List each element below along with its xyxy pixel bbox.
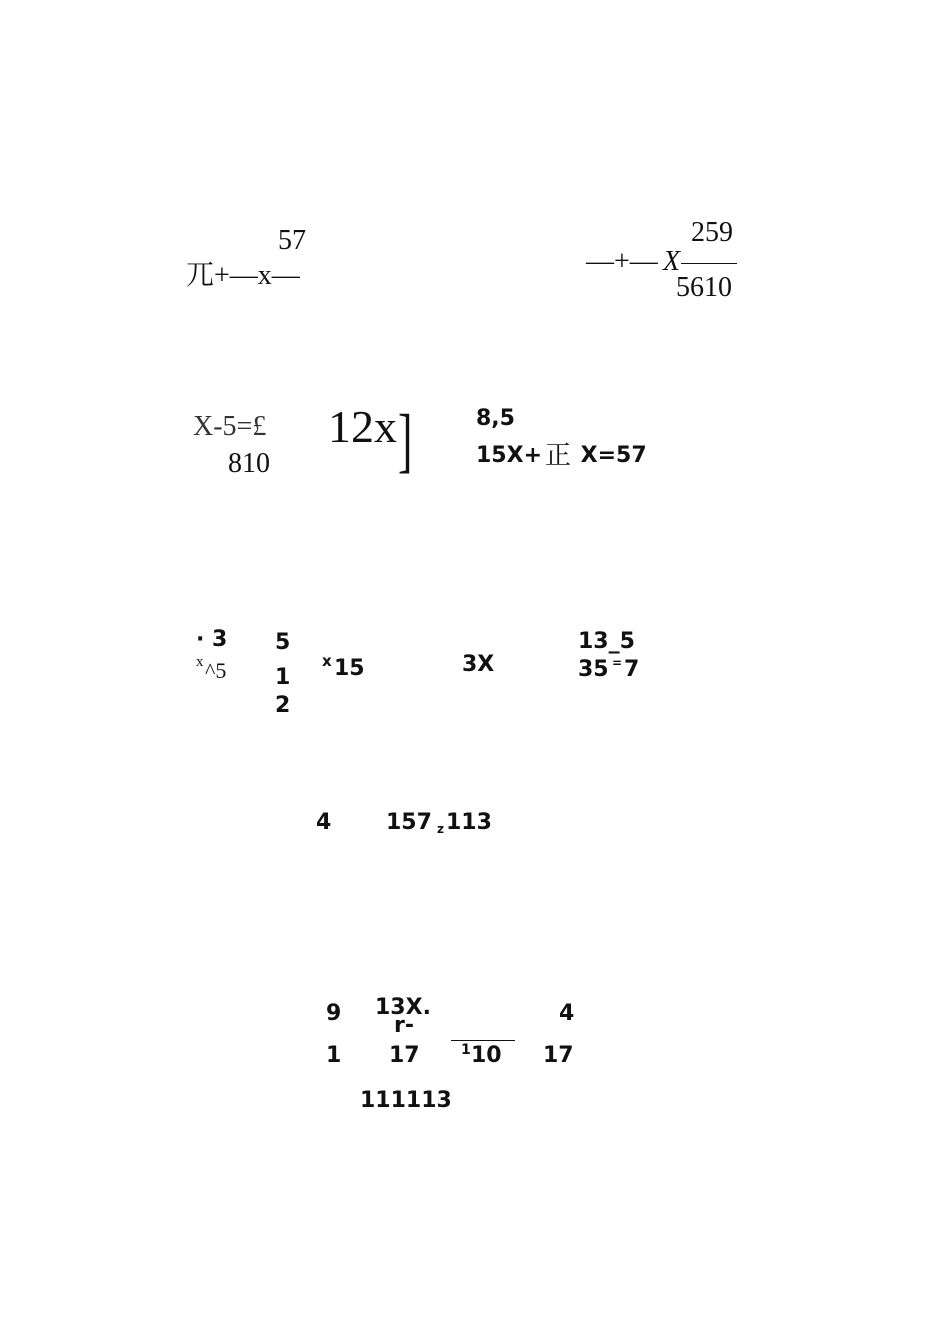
eq2-bottom-number: 5610 — [676, 272, 732, 303]
row3-e-bottom-a: 35 — [578, 657, 609, 682]
eq3-line2: 810 — [228, 448, 270, 479]
eq1-expression: 兀+—x— — [186, 260, 300, 291]
row3-b2: 1 — [275, 665, 291, 690]
row5-d-top: 4 — [559, 1001, 575, 1026]
row5-b-bottom: 17 — [389, 1043, 420, 1068]
row5-d-bottom: 17 — [543, 1043, 574, 1068]
row4-b-sub: z — [437, 822, 444, 836]
row5-c-sup: 1 — [461, 1042, 471, 1058]
eq5-line2-prefix: 15X+ — [476, 443, 543, 468]
eq2-fraction-line — [681, 263, 737, 264]
eq3-line1: X-5=£ — [193, 411, 267, 442]
eq1-top-number: 57 — [278, 225, 306, 256]
row3-b3: 2 — [275, 693, 291, 718]
row3-c: 15 — [334, 656, 365, 681]
row5-fraction-line — [451, 1040, 515, 1041]
eq4-bracket: ] — [398, 400, 413, 480]
row5-b-top: 13X. — [375, 995, 431, 1020]
eq2-expression-prefix: —+— — [586, 246, 658, 277]
row3-e-top: 13_5 — [578, 629, 635, 654]
eq2-top-number: 259 — [691, 217, 733, 248]
row3-e-bottom-sup: = — [612, 656, 623, 670]
row3-e-bottom-b: 7 — [624, 657, 640, 682]
row5-c: 10 — [471, 1043, 502, 1068]
row5-e: 111113 — [360, 1088, 452, 1113]
eq5-line2-suffix: X=57 — [573, 443, 647, 468]
row3-b1: 5 — [275, 630, 291, 655]
row5-a-top: 9 — [326, 1001, 342, 1026]
eq5-line1: 8,5 — [476, 406, 515, 431]
row3-a-top: · 3 — [196, 627, 228, 652]
eq5-line2-char: 正 — [545, 441, 572, 471]
eq4-expression: 12x — [328, 401, 397, 452]
row4-b-post: 113 — [446, 810, 492, 835]
row4-a: 4 — [316, 810, 332, 835]
row4-b-pre: 157 — [386, 810, 432, 835]
row3-a-bottom: ^5 — [205, 658, 227, 683]
row3-c-sup: x — [322, 652, 332, 670]
row3-a-bottom-sup: x — [196, 654, 204, 670]
row3-d: 3X — [462, 652, 495, 677]
row5-a-bottom: 1 — [326, 1043, 342, 1068]
row5-b-mid: r- — [394, 1013, 414, 1038]
eq2-variable: X — [663, 246, 681, 277]
